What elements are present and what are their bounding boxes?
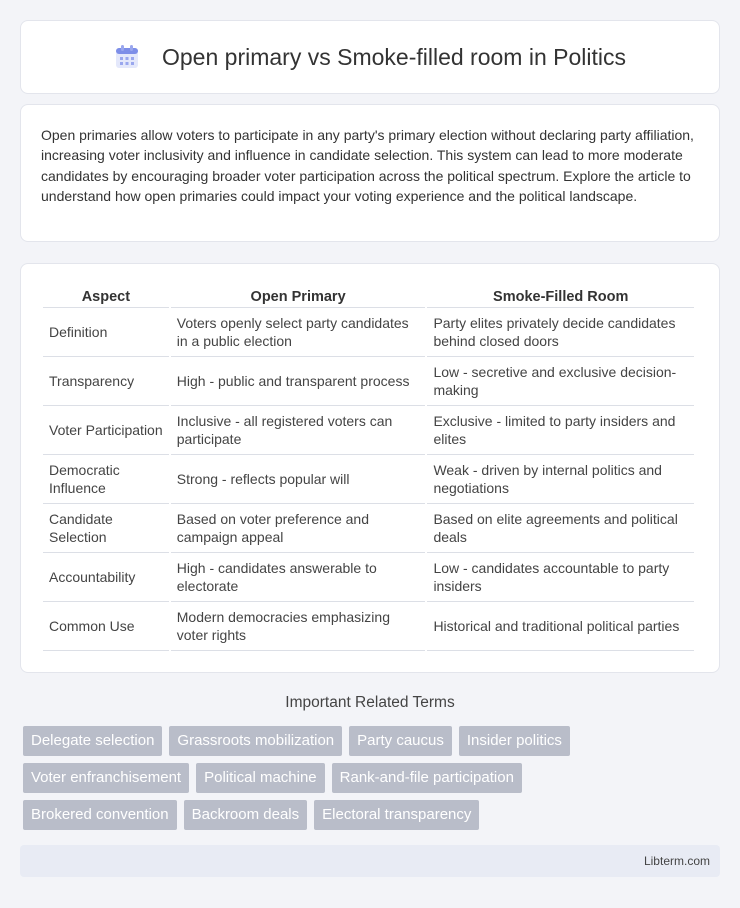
row-smoke-filled-room: Based on elite agreements and political deals <box>427 504 694 553</box>
row-aspect: Democratic Influence <box>43 455 169 504</box>
related-terms-title: Important Related Terms <box>285 694 455 711</box>
row-smoke-filled-room: Low - candidates accountable to party insiders <box>427 553 694 602</box>
table-row <box>43 357 694 406</box>
row-smoke-filled-room: Low - secretive and exclusive decision-making <box>427 357 694 406</box>
page-title: Open primary vs Smoke-filled room in Politics <box>162 43 626 70</box>
table-row <box>43 455 694 504</box>
row-open-primary: Inclusive - all registered voters can participate <box>171 406 426 455</box>
term-row <box>23 800 723 830</box>
term-tag[interactable]: Brokered convention <box>23 800 177 830</box>
table-row <box>43 406 694 455</box>
header-aspect: Aspect <box>43 286 169 308</box>
table-row <box>43 308 694 357</box>
related-terms <box>23 726 723 837</box>
comparison-table <box>41 286 696 651</box>
header-smoke-filled-room: Smoke-Filled Room <box>427 286 694 308</box>
table-row <box>43 504 694 553</box>
term-tag[interactable]: Rank-and-file participation <box>332 763 522 793</box>
row-aspect: Transparency <box>43 357 169 406</box>
term-row <box>23 763 723 793</box>
row-aspect: Candidate Selection <box>43 504 169 553</box>
intro-card <box>20 104 720 242</box>
term-row <box>23 726 723 756</box>
row-aspect: Voter Participation <box>43 406 169 455</box>
row-open-primary: Modern democracies emphasizing voter rights <box>171 602 426 651</box>
table-row <box>43 602 694 651</box>
term-tag[interactable]: Delegate selection <box>23 726 162 756</box>
row-smoke-filled-room: Exclusive - limited to party insiders and elites <box>427 406 694 455</box>
term-tag[interactable]: Political machine <box>196 763 325 793</box>
row-open-primary: High - candidates answerable to electorate <box>171 553 426 602</box>
row-smoke-filled-room: Weak - driven by internal politics and negotiations <box>427 455 694 504</box>
row-open-primary: Voters openly select party candidates in a public election <box>171 308 426 357</box>
footer <box>20 845 720 877</box>
table-header-row <box>43 286 694 308</box>
row-aspect: Definition <box>43 308 169 357</box>
title-card <box>20 20 720 94</box>
term-tag[interactable]: Voter enfranchisement <box>23 763 189 793</box>
row-smoke-filled-room: Historical and traditional political parties <box>427 602 694 651</box>
intro-text: Open primaries allow voters to participate in any party's primary election without declaring party affiliation, increasing voter inclusivity and influence in candidate selection. This system can lead to more moderate candidates by encouraging broader voter participation across the political spectrum. Explore the article to understand how open primaries could impact your voting experience and the political landscape. <box>41 127 694 204</box>
row-aspect: Accountability <box>43 553 169 602</box>
comparison-table-card <box>20 263 720 673</box>
row-smoke-filled-room: Party elites privately decide candidates behind closed doors <box>427 308 694 357</box>
row-open-primary: High - public and transparent process <box>171 357 426 406</box>
term-tag[interactable]: Party caucus <box>349 726 452 756</box>
term-tag[interactable]: Insider politics <box>459 726 570 756</box>
row-open-primary: Strong - reflects popular will <box>171 455 426 504</box>
table-row <box>43 553 694 602</box>
term-tag[interactable]: Electoral transparency <box>314 800 479 830</box>
header-open-primary: Open Primary <box>171 286 426 308</box>
calendar-icon <box>114 44 140 70</box>
row-open-primary: Based on voter preference and campaign appeal <box>171 504 426 553</box>
term-tag[interactable]: Backroom deals <box>184 800 308 830</box>
term-tag[interactable]: Grassroots mobilization <box>169 726 342 756</box>
row-aspect: Common Use <box>43 602 169 651</box>
footer-site-link[interactable]: Libterm.com <box>643 854 710 868</box>
